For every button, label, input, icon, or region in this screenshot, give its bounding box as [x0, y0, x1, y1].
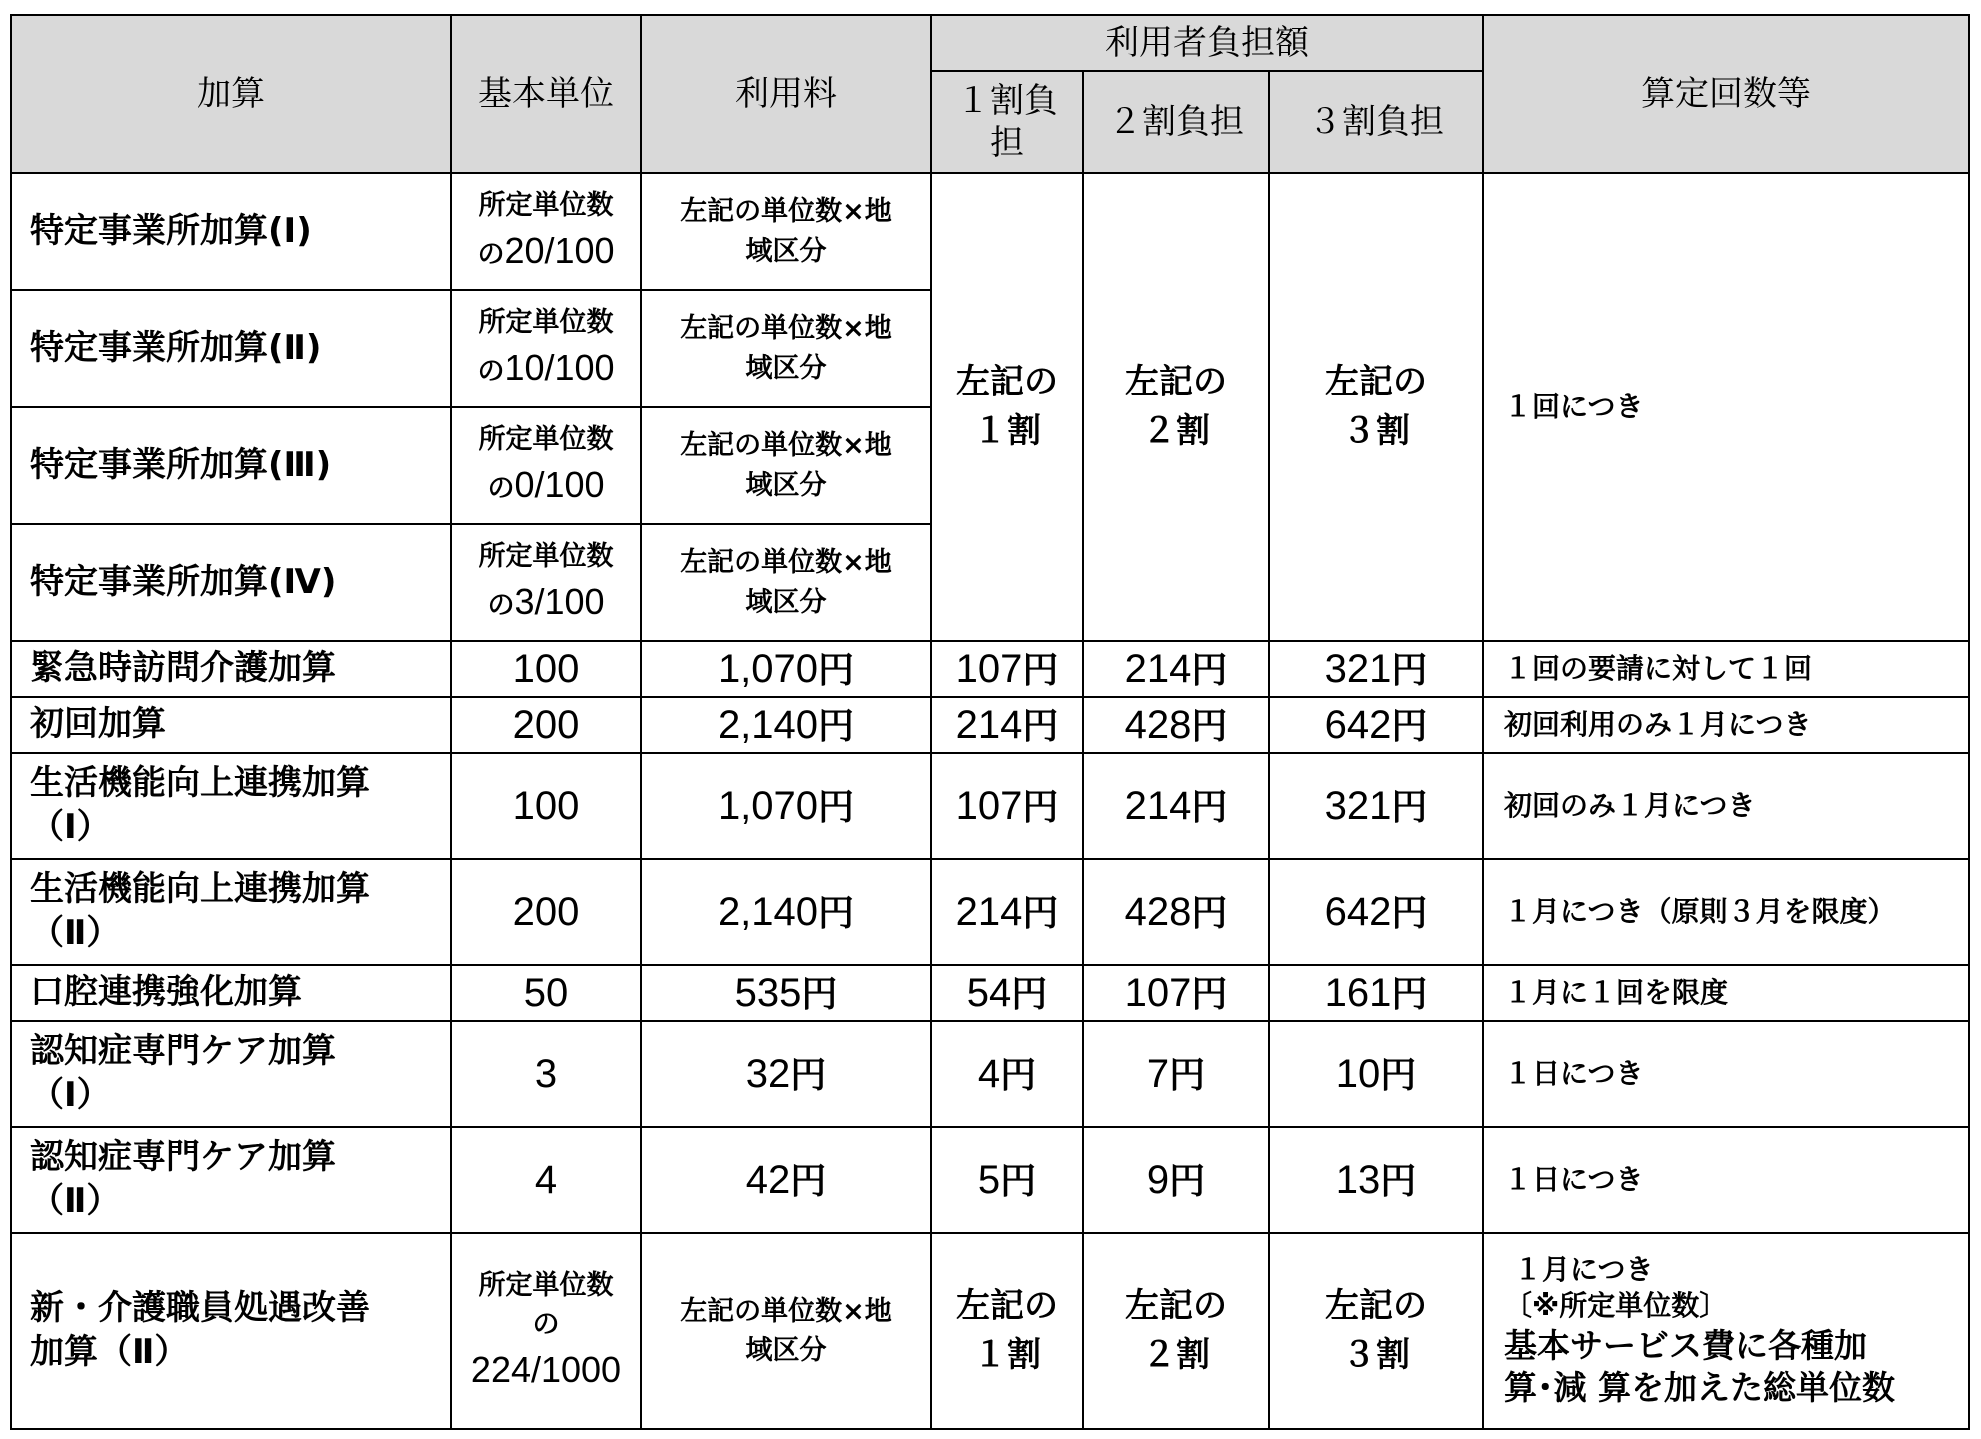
- base-unit-cell: [451, 524, 641, 641]
- burden-3-line2: ３割: [1342, 1335, 1411, 1375]
- yen-unit: 円: [1169, 1161, 1206, 1202]
- burden-3-merged: [1269, 173, 1483, 641]
- table-header: [11, 15, 1969, 173]
- base-unit-line2: [452, 225, 640, 277]
- fee-cell: [641, 290, 931, 407]
- count-value: 初回利用のみ１月につき: [1483, 697, 1969, 753]
- yen-unit: 円: [1022, 706, 1059, 747]
- yen-unit: 円: [818, 787, 855, 828]
- burden-1-value: [931, 753, 1083, 859]
- header-addition: 加算: [11, 15, 451, 173]
- addition-name-line2: （Ⅱ）: [30, 913, 121, 953]
- addition-name: 特定事業所加算(Ⅲ): [11, 407, 451, 524]
- table-row: [11, 1233, 1969, 1429]
- yen-unit: 円: [1391, 787, 1428, 828]
- fee-value: [641, 1127, 931, 1233]
- addition-name: [11, 753, 451, 859]
- base-unit-line2: [452, 342, 640, 394]
- base-unit-line2: [452, 576, 640, 628]
- fee-line2: 域区分: [745, 1335, 827, 1366]
- burden-1-value: [931, 1127, 1083, 1233]
- base-unit-line2: の: [532, 1308, 560, 1340]
- burden-number: 7: [1146, 1052, 1170, 1096]
- count-line4: 算･減 算を加えた総単位数: [1504, 1368, 1896, 1408]
- base-unit-prefix: の: [477, 355, 505, 387]
- burden-1-line2: １割: [973, 1335, 1041, 1375]
- base-unit-fraction: 0/100: [514, 463, 605, 505]
- burden-2-value: [1083, 965, 1269, 1021]
- burden-2-value: [1083, 859, 1269, 965]
- burden-number: 214: [1124, 647, 1192, 691]
- table-row: [11, 1021, 1969, 1127]
- addition-name: [11, 1021, 451, 1127]
- addition-name: [11, 1233, 451, 1429]
- fee-value: [641, 859, 931, 965]
- fee-line2: 域区分: [745, 469, 827, 501]
- fee-number: 32: [745, 1052, 791, 1096]
- yen-unit: 円: [1391, 893, 1428, 934]
- burden-number: 4: [977, 1052, 1001, 1096]
- base-unit-line1: 所定単位数: [478, 423, 614, 455]
- base-unit-value: 3: [451, 1021, 641, 1127]
- burden-2-cell: [1083, 1233, 1269, 1429]
- burden-1-value: [931, 697, 1083, 753]
- addition-name: [11, 859, 451, 965]
- addition-name-line2: （Ⅰ）: [30, 1075, 111, 1115]
- fee-value: [641, 753, 931, 859]
- base-unit-line1: 所定単位数: [478, 540, 614, 572]
- burden-1-value: [931, 859, 1083, 965]
- yen-unit: 円: [1391, 650, 1428, 691]
- table-row: [11, 697, 1969, 753]
- fee-cell: [641, 173, 931, 290]
- fee-value: [641, 1021, 931, 1127]
- addition-name: 口腔連携強化加算: [11, 965, 451, 1021]
- burden-3-value: [1269, 1127, 1483, 1233]
- yen-unit: 円: [801, 974, 838, 1015]
- count-value: １日につき: [1483, 1127, 1969, 1233]
- base-unit-value: 100: [451, 753, 641, 859]
- base-unit-prefix: の: [477, 238, 505, 270]
- burden-1-line1: 左記の: [956, 1285, 1058, 1326]
- base-unit-value: 200: [451, 859, 641, 965]
- fee-number: 535: [734, 971, 802, 1015]
- yen-unit: 円: [1000, 1055, 1037, 1096]
- burden-3-value: [1269, 697, 1483, 753]
- burden-number: 161: [1324, 971, 1392, 1015]
- burden-1-cell: [931, 1233, 1083, 1429]
- burden-number: 54: [966, 971, 1012, 1015]
- yen-unit: 円: [790, 1161, 827, 1202]
- burden-number: 214: [1124, 784, 1192, 828]
- yen-unit: 円: [1380, 1161, 1417, 1202]
- burden-2-merged: [1083, 173, 1269, 641]
- addition-name: 特定事業所加算(Ⅱ): [11, 290, 451, 407]
- yen-unit: 円: [1191, 706, 1228, 747]
- fee-line1: 左記の単位数×地: [680, 547, 892, 579]
- yen-unit: 円: [1380, 1055, 1417, 1096]
- yen-unit: 円: [1022, 787, 1059, 828]
- base-unit-value: 200: [451, 697, 641, 753]
- burden-3-line2: ３割: [1342, 411, 1411, 451]
- base-unit-line2: [452, 459, 640, 511]
- fee-number: 1,070: [717, 784, 819, 828]
- burden-number: 107: [955, 784, 1023, 828]
- base-unit-fraction: 20/100: [504, 229, 615, 271]
- fee-line2: 域区分: [745, 352, 827, 384]
- addition-name-line1: 生活機能向上連携加算: [30, 763, 370, 804]
- burden-number: 5: [977, 1158, 1001, 1202]
- yen-unit: 円: [818, 706, 855, 747]
- count-merged: １回につき: [1483, 173, 1969, 641]
- fee-number: 42: [745, 1158, 791, 1202]
- count-line2: 〔※所定単位数〕: [1504, 1289, 1728, 1323]
- yen-unit: 円: [1191, 787, 1228, 828]
- addition-name-line1: 新・介護職員処遇改善: [30, 1288, 370, 1329]
- table-row: [11, 1127, 1969, 1233]
- burden-1-line2: １割: [973, 411, 1041, 451]
- addition-name: [11, 1127, 451, 1233]
- base-unit-line1: 所定単位数: [478, 1269, 614, 1301]
- base-unit-fraction: 224/1000: [470, 1349, 622, 1391]
- fee-line1: 左記の単位数×地: [680, 430, 892, 462]
- burden-number: 214: [955, 703, 1023, 747]
- fee-value: [641, 965, 931, 1021]
- yen-unit: 円: [1011, 974, 1048, 1015]
- base-unit-prefix: の: [487, 589, 515, 621]
- fee-number: 2,140: [717, 703, 819, 747]
- burden-2-line2: ２割: [1142, 1335, 1210, 1375]
- addition-name: 特定事業所加算(Ⅳ): [11, 524, 451, 641]
- table-row: [11, 641, 1969, 697]
- burden-2-value: [1083, 697, 1269, 753]
- count-line3: 基本サービス費に各種加: [1504, 1325, 1868, 1365]
- base-unit-value: 50: [451, 965, 641, 1021]
- fee-line2: 域区分: [745, 235, 827, 267]
- burden-3-value: [1269, 965, 1483, 1021]
- count-line1: １月につき: [1514, 1252, 1654, 1286]
- fee-line1: 左記の単位数×地: [680, 1295, 892, 1327]
- fee-cell: [641, 407, 931, 524]
- base-unit-line1: 所定単位数: [478, 306, 614, 338]
- fee-value: [641, 697, 931, 753]
- yen-unit: 円: [818, 893, 855, 934]
- burden-3-line1: 左記の: [1325, 361, 1428, 402]
- burden-3-cell: [1269, 1233, 1483, 1429]
- addition-name-line2: （Ⅰ）: [30, 807, 111, 847]
- burden-3-value: [1269, 859, 1483, 965]
- addition-name: 特定事業所加算(Ⅰ): [11, 173, 451, 290]
- burden-number: 10: [1335, 1052, 1381, 1096]
- addition-name-line1: 生活機能向上連携加算: [30, 869, 370, 910]
- burden-number: 214: [955, 890, 1023, 934]
- yen-unit: 円: [790, 1055, 827, 1096]
- addition-name: 緊急時訪問介護加算: [11, 641, 451, 697]
- table-row: [11, 859, 1969, 965]
- burden-number: 13: [1335, 1158, 1381, 1202]
- header-base-unit: 基本単位: [451, 15, 641, 173]
- burden-1-merged: [931, 173, 1083, 641]
- burden-2-line1: 左記の: [1125, 1285, 1227, 1326]
- table-row: [11, 173, 1969, 290]
- count-value: １日につき: [1483, 1021, 1969, 1127]
- base-unit-value: 4: [451, 1127, 641, 1233]
- fee-line1: 左記の単位数×地: [680, 196, 892, 228]
- header-burden-3: ３割負担: [1269, 71, 1483, 173]
- base-unit-line1: 所定単位数: [478, 189, 614, 221]
- burden-number: 321: [1324, 647, 1392, 691]
- base-unit-fraction: 3/100: [514, 580, 605, 622]
- yen-unit: 円: [1391, 974, 1428, 1015]
- header-count: 算定回数等: [1483, 15, 1969, 173]
- yen-unit: 円: [1022, 650, 1059, 691]
- table-body: [11, 173, 1969, 1429]
- yen-unit: 円: [1000, 1161, 1037, 1202]
- count-value: １回の要請に対して１回: [1483, 641, 1969, 697]
- burden-number: 642: [1324, 890, 1392, 934]
- fee-table: [10, 14, 1970, 1430]
- burden-number: 428: [1124, 890, 1192, 934]
- fee-line2: 域区分: [745, 586, 827, 618]
- yen-unit: 円: [1391, 706, 1428, 747]
- count-value: 初回のみ１月につき: [1483, 753, 1969, 859]
- burden-3-line1: 左記の: [1325, 1285, 1428, 1326]
- yen-unit: 円: [818, 650, 855, 691]
- burden-3-value: [1269, 753, 1483, 859]
- addition-name-line2: （Ⅱ）: [30, 1181, 121, 1221]
- burden-number: 321: [1324, 784, 1392, 828]
- burden-number: 9: [1146, 1158, 1170, 1202]
- burden-number: 107: [955, 647, 1023, 691]
- header-row-1: [11, 15, 1969, 71]
- burden-2-value: [1083, 753, 1269, 859]
- base-unit-cell: [451, 173, 641, 290]
- addition-name-line2: 加算（Ⅱ）: [30, 1332, 189, 1372]
- burden-2-value: [1083, 641, 1269, 697]
- burden-number: 428: [1124, 703, 1192, 747]
- fee-value: [641, 641, 931, 697]
- base-unit-prefix: の: [487, 472, 515, 504]
- header-burden-2: ２割負担: [1083, 71, 1269, 173]
- yen-unit: 円: [1191, 650, 1228, 691]
- yen-unit: 円: [1191, 893, 1228, 934]
- fee-line1: 左記の単位数×地: [680, 313, 892, 345]
- burden-number: 107: [1124, 971, 1192, 1015]
- burden-1-value: [931, 641, 1083, 697]
- fee-cell: [641, 1233, 931, 1429]
- burden-2-value: [1083, 1127, 1269, 1233]
- count-cell: [1483, 1233, 1969, 1429]
- count-value: １月に１回を限度: [1483, 965, 1969, 1021]
- table-row: [11, 965, 1969, 1021]
- addition-name-line1: 認知症専門ケア加算: [30, 1137, 336, 1178]
- yen-unit: 円: [1022, 893, 1059, 934]
- burden-1-value: [931, 1021, 1083, 1127]
- burden-number: 642: [1324, 703, 1392, 747]
- burden-3-value: [1269, 1021, 1483, 1127]
- yen-unit: 円: [1191, 974, 1228, 1015]
- header-burden-1: １割負担: [931, 71, 1083, 173]
- burden-2-line2: ２割: [1142, 411, 1210, 451]
- fee-number: 1,070: [717, 647, 819, 691]
- table-row: [11, 753, 1969, 859]
- base-unit-value: 100: [451, 641, 641, 697]
- burden-1-line1: 左記の: [956, 361, 1058, 402]
- burden-2-line1: 左記の: [1125, 361, 1227, 402]
- burden-2-value: [1083, 1021, 1269, 1127]
- addition-name: 初回加算: [11, 697, 451, 753]
- base-unit-cell: [451, 407, 641, 524]
- yen-unit: 円: [1169, 1055, 1206, 1096]
- fee-number: 2,140: [717, 890, 819, 934]
- count-value: １月につき（原則３月を限度）: [1483, 859, 1969, 965]
- fee-cell: [641, 524, 931, 641]
- burden-3-value: [1269, 641, 1483, 697]
- header-user-burden: 利用者負担額: [931, 15, 1483, 71]
- burden-1-value: [931, 965, 1083, 1021]
- base-unit-fraction: 10/100: [504, 346, 615, 388]
- base-unit-cell: [451, 290, 641, 407]
- header-fee: 利用料: [641, 15, 931, 173]
- addition-name-line1: 認知症専門ケア加算: [30, 1031, 336, 1072]
- base-unit-cell: [451, 1233, 641, 1429]
